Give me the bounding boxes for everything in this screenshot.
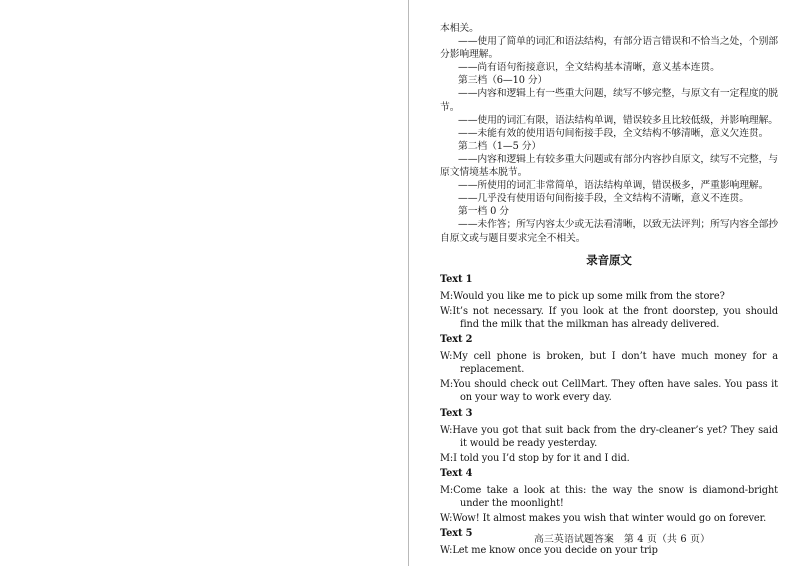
speaker-tag: W: [440,351,453,363]
footer-page-number: 第 4 页（共 6 页） [623,534,711,545]
footer-subject: 高三英语试题答案 [534,534,614,545]
dialogue-line [440,512,778,525]
speaker-tag: M: [440,485,454,496]
dialogue-line [440,305,778,331]
dialogue-text: Would you like me to pick up some milk from the store? [453,290,725,302]
criteria-line: ——未能有效的使用语句间衔接手段，全文结构不够清晰，意义欠连贯。 [458,127,769,139]
grade-band-heading: 第二档（1—5 分） [458,140,542,152]
text-label: Text 1 [440,273,473,285]
dialogue-text: It’s not necessary. If you look at the front doorstep, you should find the milk that the milkman has already delivered. [452,305,778,330]
text-label: Text 4 [440,467,473,479]
text-label: Text 2 [440,334,473,346]
grade-band-heading: 第三档（6—10 分） [458,75,548,87]
dialogue-text: Have you got that suit back from the dry-cleaner’s yet? They said it would be ready yesterday. [452,424,778,449]
speaker-tag: W: [440,424,453,436]
text-label: Text 3 [440,407,473,419]
criteria-line: ——未作答；所写内容太少或无法看清晰，以致无法评判；所写内容全部抄自原文或与题目要求完全不相关。 [440,219,778,244]
speaker-tag: W: [440,305,453,317]
dialogue-line [440,350,778,376]
dialogue-line [440,544,778,557]
criteria-line: ——内容和逻辑上有较多重大问题或有部分内容抄自原文，续写不完整，与原文情境基本脱节。 [440,153,778,179]
criteria-line: ——使用的词汇有限，语法结构单调，错误较多且比较低级，并影响理解。 [458,114,778,126]
dialogue-text: My cell phone is broken, but I don’t have much money for a replacement. [452,351,778,376]
page-footer [534,531,710,545]
dialogue-line [440,424,778,450]
dialogue-line [440,290,778,303]
speaker-tag: M: [440,290,454,302]
criteria-line: ——几乎没有使用语句间衔接手段，全文结构不清晰，意义不连贯。 [458,193,749,205]
speaker-tag: W: [440,545,453,557]
text-label: Text 5 [440,528,473,540]
criteria-line: ——所使用的词汇非常简单，语法结构单调，错误极多，严重影响理解。 [458,180,769,192]
dialogue-line [440,378,778,404]
scoring-criteria [440,22,778,245]
criteria-line: ——使用了简单的词汇和语法结构，有部分语言错误和不恰当之处，个别部分影响理解。 [440,36,778,61]
dialogue-line [440,484,778,510]
grade-band-heading: 第一档 0 分 [458,206,509,218]
page-fold-line [408,0,409,566]
criteria-line: 本相关。 [440,23,479,34]
speaker-tag: M: [440,452,454,464]
criteria-line: ——尚有语句衔接意识，全文结构基本清晰，意义基本连贯。 [458,62,720,74]
dialogue-text: You should check out CellMart. They often have sales. You pass it on your way to work every day. [453,379,778,404]
dialogue-text: Let me know once you decide on your trip [452,545,658,557]
answer-key-column [440,22,778,559]
speaker-tag: W: [440,513,453,525]
dialogue-line [440,452,778,465]
dialogue-text: Come take a look at this: the way the snow is diamond-bright under the moonlight! [453,485,778,510]
transcript [440,273,778,558]
transcript-title: 录音原文 [586,252,632,267]
dialogue-text: I told you I’d stop by for it and I did. [453,452,630,464]
criteria-line: ——内容和逻辑上有一些重大问题，续写不够完整，与原文有一定程度的脱节。 [440,88,778,113]
speaker-tag: M: [440,379,454,391]
dialogue-text: Wow! It almost makes you wish that winter would go on forever. [452,513,767,525]
